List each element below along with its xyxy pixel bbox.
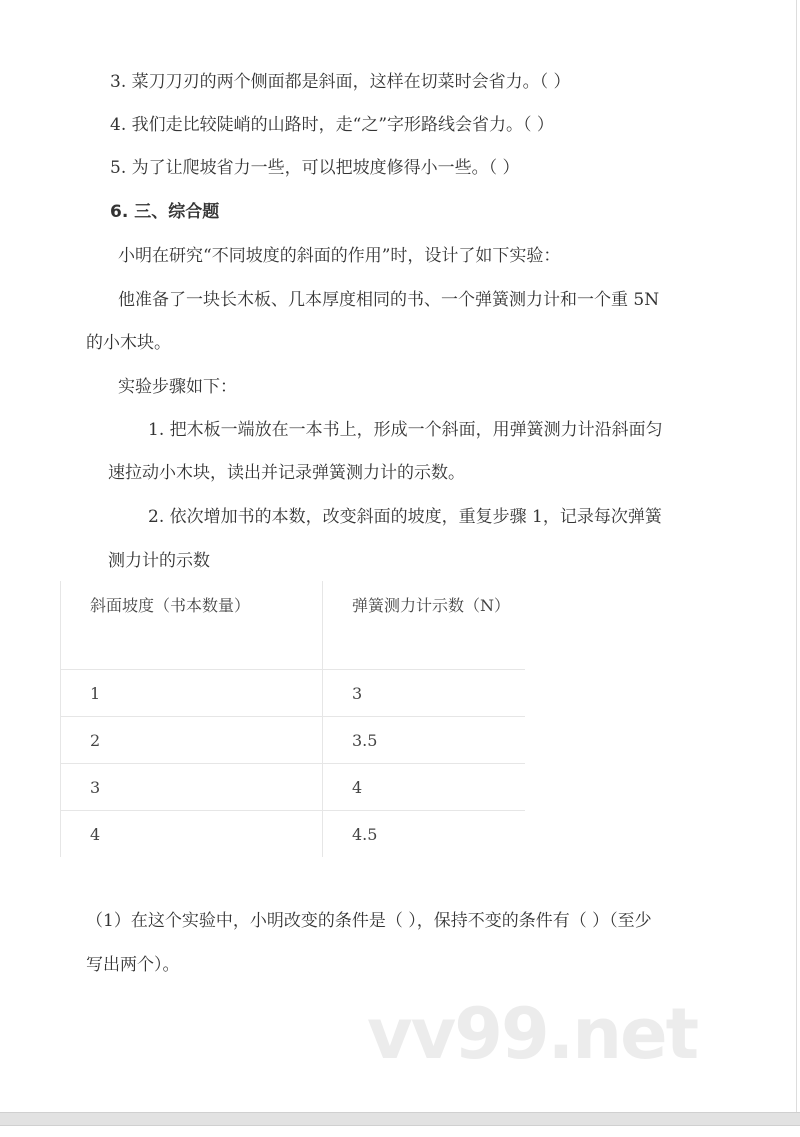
paragraph: 实验步骤如下：	[118, 377, 237, 397]
table-row	[61, 717, 526, 764]
watermark: vv99.net	[367, 993, 698, 1075]
table-header: 斜面坡度（书本数量）	[61, 581, 323, 670]
section-heading: 6. 三、综合题	[110, 202, 220, 222]
table-cell: 3	[61, 764, 323, 811]
table-row	[61, 670, 526, 717]
paragraph: 的小木块。	[86, 333, 171, 353]
table-row	[61, 764, 526, 811]
table-cell: 3	[323, 670, 526, 717]
step-2-cont: 测力计的示数	[108, 551, 210, 571]
table-cell: 4	[61, 811, 323, 858]
table-cell: 1	[61, 670, 323, 717]
paragraph: 小明在研究“不同坡度的斜面的作用”时，设计了如下实验：	[118, 246, 561, 266]
table-row	[61, 811, 526, 858]
step-1-cont: 速拉动小木块，读出并记录弹簧测力计的示数。	[108, 463, 465, 483]
statement-4: 4. 我们走比较陡峭的山路时，走“之”字形路线会省力。（ ）	[110, 115, 554, 135]
step-1: 1. 把木板一端放在一本书上，形成一个斜面，用弹簧测力计沿斜面匀	[148, 420, 663, 440]
paragraph: 他准备了一块长木板、几本厚度相同的书、一个弹簧测力计和一个重 5N	[118, 290, 660, 310]
page-edge	[796, 0, 797, 1112]
step-2: 2. 依次增加书的本数，改变斜面的坡度，重复步骤 1，记录每次弹簧	[148, 507, 662, 527]
table-header-row	[61, 581, 526, 670]
table-cell: 3.5	[323, 717, 526, 764]
table-cell: 4	[323, 764, 526, 811]
data-table	[60, 581, 525, 857]
statement-5: 5. 为了让爬坡省力一些，可以把坡度修得小一些。（ ）	[110, 158, 520, 178]
table-cell: 4.5	[323, 811, 526, 858]
table-header: 弹簧测力计示数（N）	[323, 581, 526, 670]
question-1-cont: 写出两个）。	[86, 955, 180, 975]
page-separator	[0, 1112, 800, 1126]
table-cell: 2	[61, 717, 323, 764]
question-1: （1）在这个实验中，小明改变的条件是（ ），保持不变的条件有（ ）（至少	[86, 911, 652, 931]
statement-3: 3. 菜刀刀刃的两个侧面都是斜面，这样在切菜时会省力。（ ）	[110, 72, 571, 92]
